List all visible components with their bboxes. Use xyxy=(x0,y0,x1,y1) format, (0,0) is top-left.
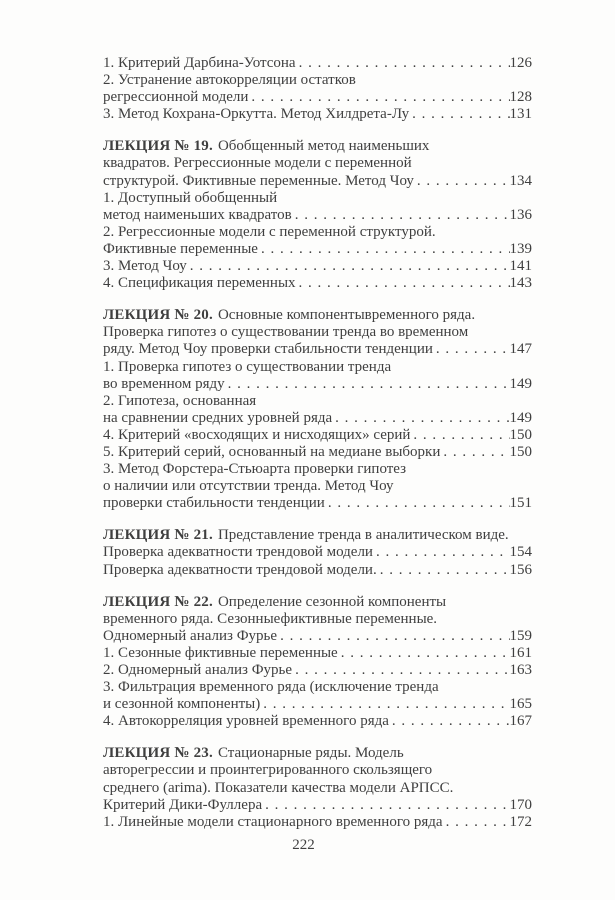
toc-line-text: 1. Доступный обобщенный xyxy=(103,189,278,206)
toc-line-text: 2. Устранение автокорреляции остатков xyxy=(103,72,356,89)
page-ref: 165 xyxy=(509,696,532,713)
toc-line-text: 4. Критерий «восходящих и нисходящих» серий xyxy=(103,426,411,443)
toc-entry xyxy=(103,814,532,831)
page-ref: 150 xyxy=(509,426,532,443)
page-ref: 128 xyxy=(509,89,532,106)
toc-entry xyxy=(103,745,532,813)
lecture-label: ЛЕКЦИЯ № 22. xyxy=(103,593,213,610)
dot-leader xyxy=(187,258,510,275)
toc-line xyxy=(103,106,532,123)
toc-entry xyxy=(103,594,532,645)
toc-entry xyxy=(103,662,532,679)
toc-entry xyxy=(103,393,532,427)
toc-line xyxy=(103,307,532,324)
toc-line-text: Стационарные ряды. Модель xyxy=(217,745,404,762)
page-ref: 161 xyxy=(509,644,532,661)
page-ref: 150 xyxy=(509,443,532,460)
dot-leader xyxy=(443,814,510,831)
toc-line xyxy=(103,478,532,495)
toc-line xyxy=(103,527,532,544)
toc-line xyxy=(103,55,532,72)
toc-line-text: 3. Фильтрация временного ряда (исключение тренда xyxy=(103,679,439,696)
page-ref: 134 xyxy=(509,172,532,189)
dot-leader xyxy=(248,89,509,106)
toc-line xyxy=(103,679,532,696)
toc-line-text: 2. Одномерный анализ Фурье xyxy=(103,662,293,678)
toc-line xyxy=(103,495,532,512)
page-ref: 141 xyxy=(509,258,532,275)
toc-line xyxy=(103,628,532,645)
toc-line-text: метод наименьших квадратов xyxy=(103,206,292,223)
toc-entry xyxy=(103,359,532,393)
toc-line-text: Фиктивные переменные xyxy=(103,240,258,257)
toc-line-text: 3. Метод Чоу xyxy=(103,258,187,275)
toc-line xyxy=(103,190,532,207)
toc-line xyxy=(103,138,532,155)
toc-line-text: 1. Линейные модели стационарного временного ряда xyxy=(103,813,443,830)
lecture-label: ЛЕКЦИЯ № 23. xyxy=(103,745,213,762)
toc-line-text: квадратов. Регрессионные модели с переменной xyxy=(103,155,412,172)
toc-line xyxy=(103,359,532,376)
toc-line xyxy=(103,275,532,292)
toc-line-text: 4. Автокорреляция уровней временного ряда xyxy=(103,713,389,730)
toc-line xyxy=(103,562,532,579)
toc-line xyxy=(103,544,532,561)
toc-line xyxy=(103,745,532,762)
dot-leader xyxy=(225,376,510,393)
toc-line-text: Проверка гипотез о существовании тренда во временном xyxy=(103,324,469,341)
toc-line xyxy=(103,814,532,831)
toc-entry xyxy=(103,713,532,730)
dot-leader xyxy=(258,241,510,258)
dot-leader xyxy=(410,427,509,444)
toc-entry xyxy=(103,190,532,224)
dot-leader xyxy=(377,562,510,579)
lecture-label: ЛЕКЦИЯ № 20. xyxy=(103,307,213,324)
page-ref: 131 xyxy=(509,106,532,123)
dot-leader xyxy=(440,444,509,461)
dot-leader xyxy=(260,696,509,713)
toc-line xyxy=(103,410,532,427)
toc-line-text: авторегрессии и проинтегрированного скользящего xyxy=(103,762,433,779)
dot-leader xyxy=(292,207,510,224)
page-ref: 136 xyxy=(509,206,532,223)
toc-line-text: Одномерный анализ Фурье xyxy=(103,627,278,644)
toc-entry xyxy=(103,645,532,662)
toc-entry xyxy=(103,106,532,123)
toc-line xyxy=(103,72,532,89)
page-ref: 143 xyxy=(509,275,532,292)
toc-line xyxy=(103,258,532,275)
toc-line-text: среднего (arima). Показатели качества модели АРПСС. xyxy=(103,779,454,796)
toc-line-text: ряду. Метод Чоу проверки стабильности тенденции xyxy=(103,341,433,358)
toc-entry xyxy=(103,444,532,461)
page-ref: 170 xyxy=(509,796,532,813)
toc-line-text: Определение сезонной компоненты xyxy=(217,593,447,610)
dot-leader xyxy=(325,495,510,512)
toc-line xyxy=(103,376,532,393)
toc-line-text: временного ряда. Сезонныефиктивные переменные. xyxy=(103,610,438,627)
toc-entry xyxy=(103,72,532,106)
dot-leader xyxy=(338,645,510,662)
toc-line-text: 1. Критерий Дарбина-Уотсона xyxy=(103,55,296,71)
toc-entry xyxy=(103,527,532,561)
toc-line xyxy=(103,444,532,461)
page-ref: 156 xyxy=(509,561,532,578)
page-ref: 172 xyxy=(509,813,532,830)
dot-leader xyxy=(414,173,510,190)
toc-line-text: Проверка адекватности трендовой модели xyxy=(103,544,373,561)
toc-line-text: во временном ряду xyxy=(103,375,225,392)
toc-line-text: 1. Сезонные фиктивные переменные xyxy=(103,644,338,661)
page-ref: 147 xyxy=(509,341,532,358)
dot-leader xyxy=(292,662,509,679)
toc-line xyxy=(103,89,532,106)
toc-line-text: Основные компонентывременного ряда. xyxy=(217,307,476,324)
page-ref: 167 xyxy=(509,713,532,730)
toc-line-text: Критерий Дики-Фуллера xyxy=(103,796,263,813)
page-ref: 159 xyxy=(509,627,532,644)
toc-entry xyxy=(103,224,532,258)
toc-list xyxy=(103,55,532,831)
toc-entry xyxy=(103,461,532,512)
toc-line-text: Представление тренда в аналитическом виде. xyxy=(217,527,509,544)
dot-leader xyxy=(332,410,509,427)
toc-line xyxy=(103,594,532,611)
toc-line-text: 2. Регрессионные модели с переменной структурой. xyxy=(103,223,436,240)
toc-line xyxy=(103,797,532,814)
toc-line-text: Обобщенный метод наименьших xyxy=(217,138,430,155)
toc-line xyxy=(103,645,532,662)
toc-line xyxy=(103,393,532,410)
page-ref: 149 xyxy=(509,375,532,392)
toc-entry xyxy=(103,427,532,444)
toc-line xyxy=(103,224,532,241)
toc-line-text: на сравнении средних уровней ряда xyxy=(103,409,333,426)
page-ref: 154 xyxy=(509,544,532,561)
toc-entry xyxy=(103,307,532,358)
page-ref: 139 xyxy=(509,240,532,257)
toc-line-text: проверки стабильности тенденции xyxy=(103,495,325,512)
dot-leader xyxy=(296,275,510,292)
toc-entry xyxy=(103,138,532,189)
toc-line-text: о наличии или отсутствии тренда. Метод Чоу xyxy=(103,478,394,495)
toc-line-text: и сезонной компоненты) xyxy=(103,696,261,713)
toc-line xyxy=(103,662,532,679)
lecture-label: ЛЕКЦИЯ № 19. xyxy=(103,138,213,155)
toc-entry xyxy=(103,679,532,713)
toc-line-text: регрессионной модели xyxy=(103,89,249,106)
toc-line xyxy=(103,341,532,358)
toc-line-text: 3. Метод Форстера-Стьюарта проверки гипотез xyxy=(103,461,407,478)
toc-line-text: 2. Гипотеза, основанная xyxy=(103,392,257,409)
toc-line-text: структурой. Фиктивные переменные. Метод Чоу xyxy=(103,172,414,189)
toc-line-text: 4. Спецификация переменных xyxy=(103,275,296,292)
toc-line xyxy=(103,611,532,628)
toc-line xyxy=(103,241,532,258)
toc-entry xyxy=(103,275,532,292)
toc-entry xyxy=(103,562,532,579)
page-number: 222 xyxy=(292,837,315,853)
page-ref: 126 xyxy=(509,55,532,71)
toc-line xyxy=(103,780,532,797)
lecture-label: ЛЕКЦИЯ № 21. xyxy=(103,527,213,544)
dot-leader xyxy=(262,797,509,814)
toc-line xyxy=(103,762,532,779)
toc-entry xyxy=(103,55,532,72)
toc-line-text: 3. Метод Кохрана-Оркутта. Метод Хилдрета-Лу xyxy=(103,106,410,123)
toc-line-text: Проверка адекватности трендовой модели. xyxy=(103,561,377,578)
toc-line xyxy=(103,696,532,713)
page-ref: 163 xyxy=(509,662,532,678)
dot-leader xyxy=(409,106,509,123)
toc-line xyxy=(103,713,532,730)
toc-line-text: 1. Проверка гипотез о существовании тренда xyxy=(103,358,392,375)
page-ref: 151 xyxy=(509,495,532,512)
toc-line xyxy=(103,155,532,172)
toc-line-text: 5. Критерий серий, основанный на медиане выборки xyxy=(103,443,441,460)
dot-leader xyxy=(277,628,509,645)
dot-leader xyxy=(433,341,510,358)
toc-line xyxy=(103,461,532,478)
toc-line xyxy=(103,173,532,190)
dot-leader xyxy=(296,55,510,72)
toc-line xyxy=(103,207,532,224)
toc-line xyxy=(103,324,532,341)
dot-leader xyxy=(373,544,510,561)
page-ref: 149 xyxy=(509,409,532,426)
toc-line xyxy=(103,427,532,444)
dot-leader xyxy=(389,713,510,730)
toc-entry xyxy=(103,258,532,275)
